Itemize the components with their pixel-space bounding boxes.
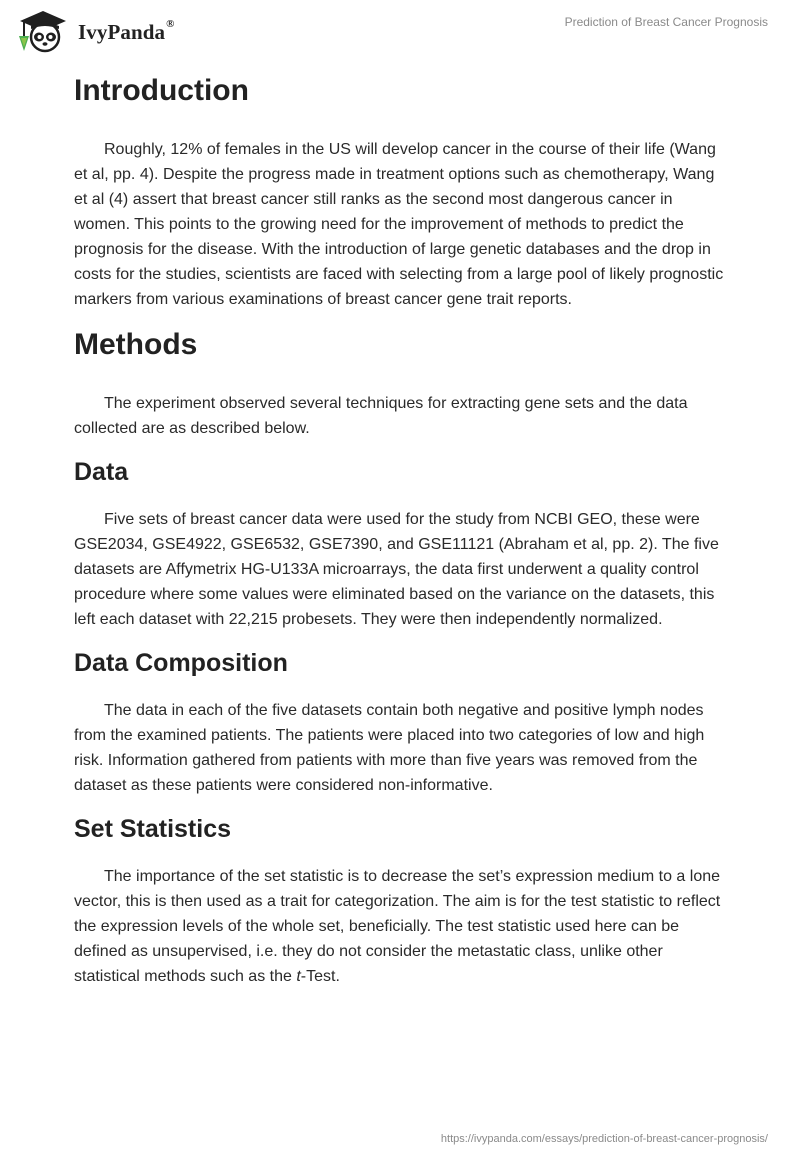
registered-mark: ® <box>166 17 175 30</box>
brand-name-text: IvyPanda <box>78 19 166 44</box>
page-header <box>0 0 800 64</box>
introduction-paragraph: Roughly, 12% of females in the US will develop cancer in the course of their life (Wang et al, pp. 4). Despite the progress made in treatment options such as chemotherapy, Wang et al (4) assert that breast cancer still ranks as the second most dangerous cancer in women. This points to the growing need for the improvement of methods to predict the prognosis for the disease. With the introduction of large genetic databases and the drop in costs for the studies, scientists are faced with selecting from a large pool of likely prognostic markers from various examinations of breast cancer gene trait reports. <box>74 141 724 308</box>
set-statistics-heading: Set Statistics <box>74 815 232 843</box>
set-statistics-text-b: -Test. <box>300 968 340 985</box>
source-url[interactable]: https://ivypanda.com/essays/prediction-of-breast-cancer-prognosis/ <box>440 1133 768 1145</box>
methods-heading: Methods <box>74 328 198 361</box>
set-statistics-italic-t: t <box>296 968 301 985</box>
set-statistics-text-a: The importance of the set statistic is to decrease the set’s expression medium to a lone vector, this is then used as a trait for categorization. The aim is for the test statistic to reflect the expression levels of the whole set, beneficially. The test statistic used here can be defined as unsupervised, i.e. they do not consider the metastatic class, unlike other statistical methods such as the <box>74 868 721 985</box>
brand-name <box>78 17 175 45</box>
set-statistics-paragraph <box>74 864 724 989</box>
data-composition-paragraph: The data in each of the five datasets contain both negative and positive lymph nodes from the examined patients. The patients were placed into two categories of low and high risk. Information gathered from patients with more than five years was removed from the dataset as these patients were considered non-informative. <box>74 702 705 794</box>
essay-content <box>74 70 724 989</box>
running-title: Prediction of Breast Cancer Prognosis <box>564 15 768 29</box>
panda-graduate-icon <box>16 9 70 55</box>
methods-paragraph: The experiment observed several techniques for extracting gene sets and the data collected are as described below. <box>74 395 688 437</box>
data-composition-heading: Data Composition <box>74 649 288 677</box>
data-heading: Data <box>74 458 129 486</box>
introduction-heading: Introduction <box>74 74 249 107</box>
brand-logo[interactable] <box>16 9 175 55</box>
data-paragraph: Five sets of breast cancer data were used for the study from NCBI GEO, these were GSE2034, GSE4922, GSE6532, GSE7390, and GSE11121 (Abraham et al, pp. 2). The five datasets are Affymetrix HG-U133A microarrays, the data first underwent a quality control procedure where some values were eliminated based on the variance on the datasets, this left each dataset with 22,215 probesets. They were then independently normalized. <box>74 511 719 628</box>
